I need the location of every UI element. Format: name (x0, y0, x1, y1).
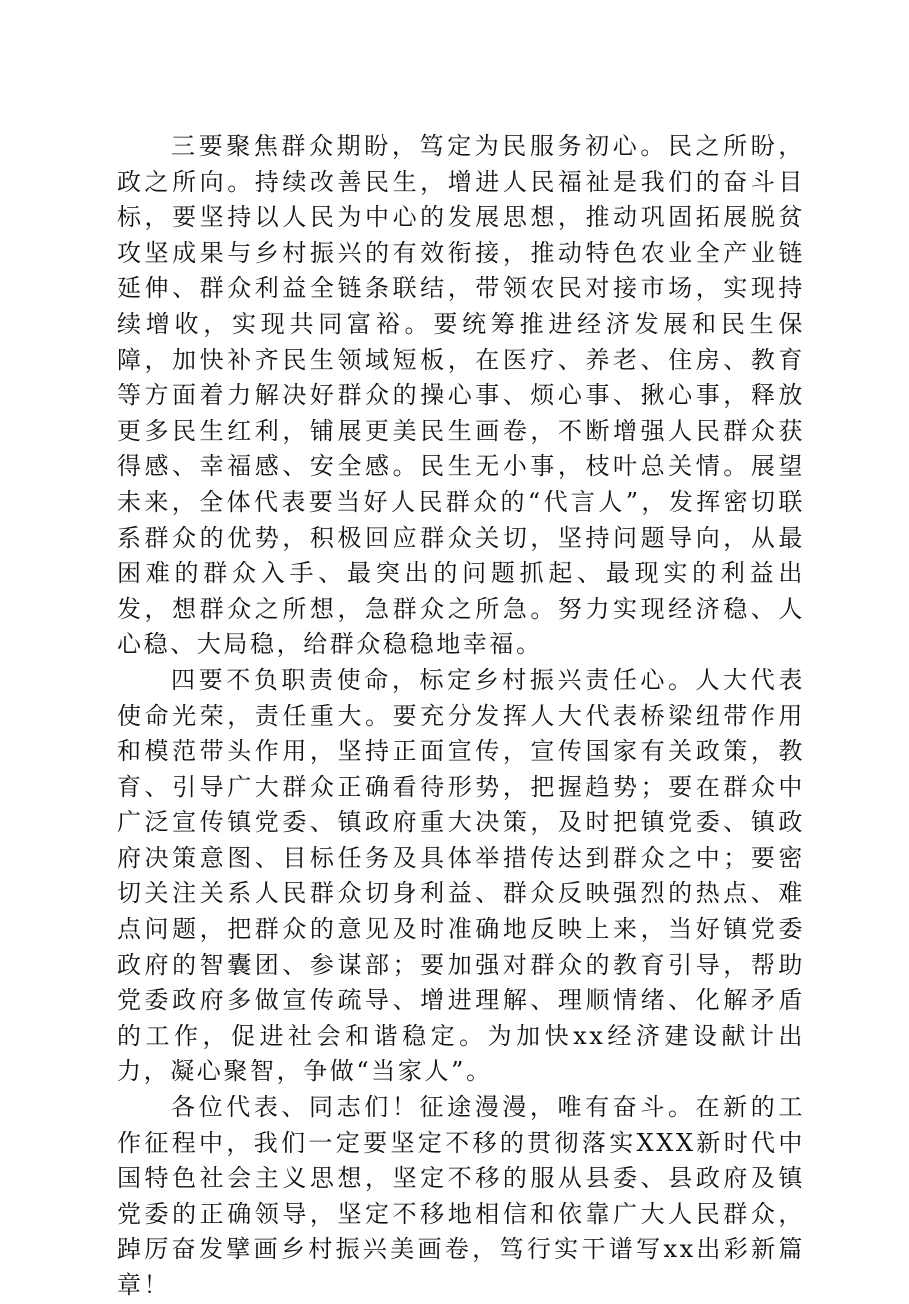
paragraph-people-expectations: 三要聚焦群众期盼，笃定为民服务初心。民之所盼，政之所向。持续改善民生，增进人民福祉是我们的奋斗目标，要坚持以人民为中心的发展思想，推动巩固拓展脱贫攻坚成果与乡村振兴的有效衔接，推动特色农业全产业链延伸、群众利益全链条联结，带领农民对接市场，实现持续增收，实现共同富裕。要统筹推进经济发展和民生保障，加快补齐民生领域短板，在医疗、养老、住房、教育等方面着力解决好群众的操心事、烦心事、揪心事，释放更多民生红利，铺展更美民生画卷，不断增强人民群众获得感、幸福感、安全感。民生无小事，枝叶总关情。展望未来，全体代表要当好人民群众的“代言人”，发挥密切联系群众的优势，积极回应群众关切，坚持问题导向，从最困难的群众入手、最突出的问题抓起、最现实的利益出发，想群众之所想，急群众之所急。努力实现经济稳、人心稳、大局稳，给群众稳稳地幸福。 (117, 132, 805, 659)
paragraph-duty-mission: 四要不负职责使命，标定乡村振兴责任心。人大代表使命光荣，责任重大。要充分发挥人大代表桥梁纽带作用和模范带头作用，坚持正面宣传，宣传国家有关政策，教育、引导广大群众正确看待形势，把握趋势；要在群众中广泛宣传镇党委、镇政府重大决策，及时把镇党委、镇政府决策意图、目标任务及具体举措传达到群众之中；要密切关注关系人民群众切身利益、群众反映强烈的热点、难点问题，把群众的意见及时准确地反映上来，当好镇党委政府的智囊团、参谋部；要加强对群众的教育引导，帮助党委政府多做宣传疏导、增进理解、理顺情绪、化解矛盾的工作，促进社会和谐稳定。为加快xx经济建设献计出力，凝心聚智，争做“当家人”。 (117, 665, 805, 1086)
paragraph-closing: 各位代表、同志们！征途漫漫，唯有奋斗。在新的工作征程中，我们一定要坚定不移的贯彻落实XXX新时代中国特色社会主义思想，坚定不移的服从县委、县政府及镇党委的正确领导，坚定不移地相信和依靠广大人民群众，踔厉奋发擘画乡村振兴美画卷，笃行实干谱写xx出彩新篇章！ (117, 1093, 805, 1299)
document-body (117, 129, 805, 1304)
